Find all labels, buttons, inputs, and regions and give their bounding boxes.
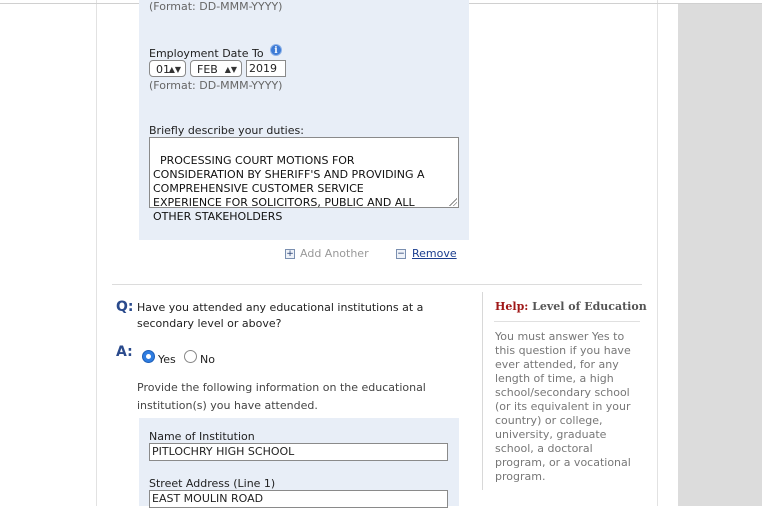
section-divider [112, 284, 642, 285]
select-arrows-icon: ▲▼ [224, 65, 237, 74]
institution-input[interactable]: PITLOCHRY HIGH SCHOOL [149, 443, 448, 461]
question-marker: Q: [116, 299, 134, 315]
help-body: You must answer Yes to this question if you have ever attended, for any length of time, a high school/secondary school (or its equivalent in your country) or college, university, graduate school, a doctoral program, or a vocational program. [495, 330, 631, 483]
radio-yes[interactable] [142, 350, 155, 363]
duties-textarea[interactable] [149, 137, 459, 223]
add-icon: + [286, 249, 294, 259]
radio-no-label[interactable]: No [200, 353, 215, 366]
day-value: 01 [156, 63, 170, 76]
resize-handle-icon[interactable] [449, 198, 457, 206]
year-input[interactable]: 2019 [246, 60, 286, 77]
month-value: FEB [197, 63, 218, 76]
duties-text: PROCESSING COURT MOTIONS FOR CONSIDERATION BY SHERIFF'S AND PROVIDING A COMPREHENSIVE CUSTOMER SERVICE EXPERIENCE FOR SOLICITORS, PUBLIC AND ALL OTHER STAKEHOLDERS [153, 154, 425, 223]
date-to-label: Employment Date To [149, 47, 264, 60]
info-icon[interactable]: i [270, 44, 282, 56]
duties-label: Briefly describe your duties: [149, 124, 304, 137]
help-separator [494, 321, 640, 322]
answer-marker: A: [116, 344, 133, 360]
help-prefix: Help: [495, 300, 529, 313]
institution-label: Name of Institution [149, 430, 255, 443]
radio-no[interactable] [184, 350, 197, 363]
question-text: Have you attended any educational institutions at a secondary level or above? [137, 301, 424, 330]
remove-link[interactable]: Remove [412, 247, 457, 260]
street-label: Street Address (Line 1) [149, 477, 276, 490]
select-arrows-icon: ▲▼ [168, 65, 181, 74]
right-gutter [678, 4, 762, 506]
month-select[interactable] [190, 60, 242, 77]
street-input[interactable]: EAST MOULIN ROAD [149, 490, 448, 508]
radio-yes-label[interactable]: Yes [158, 353, 176, 366]
left-gutter [0, 0, 96, 506]
date-to-format-hint: (Format: DD-MMM-YYYY) [149, 79, 283, 92]
remove-icon: − [397, 249, 405, 259]
add-another-link[interactable]: Add Another [300, 247, 369, 260]
help-topic: Level of Education [532, 300, 647, 313]
help-title [495, 300, 647, 313]
provide-info-text: Provide the following information on the educational institution(s) you have attended. [137, 381, 426, 412]
day-select[interactable] [149, 60, 186, 77]
date-from-format-hint: (Format: DD-MMM-YYYY) [149, 0, 283, 13]
